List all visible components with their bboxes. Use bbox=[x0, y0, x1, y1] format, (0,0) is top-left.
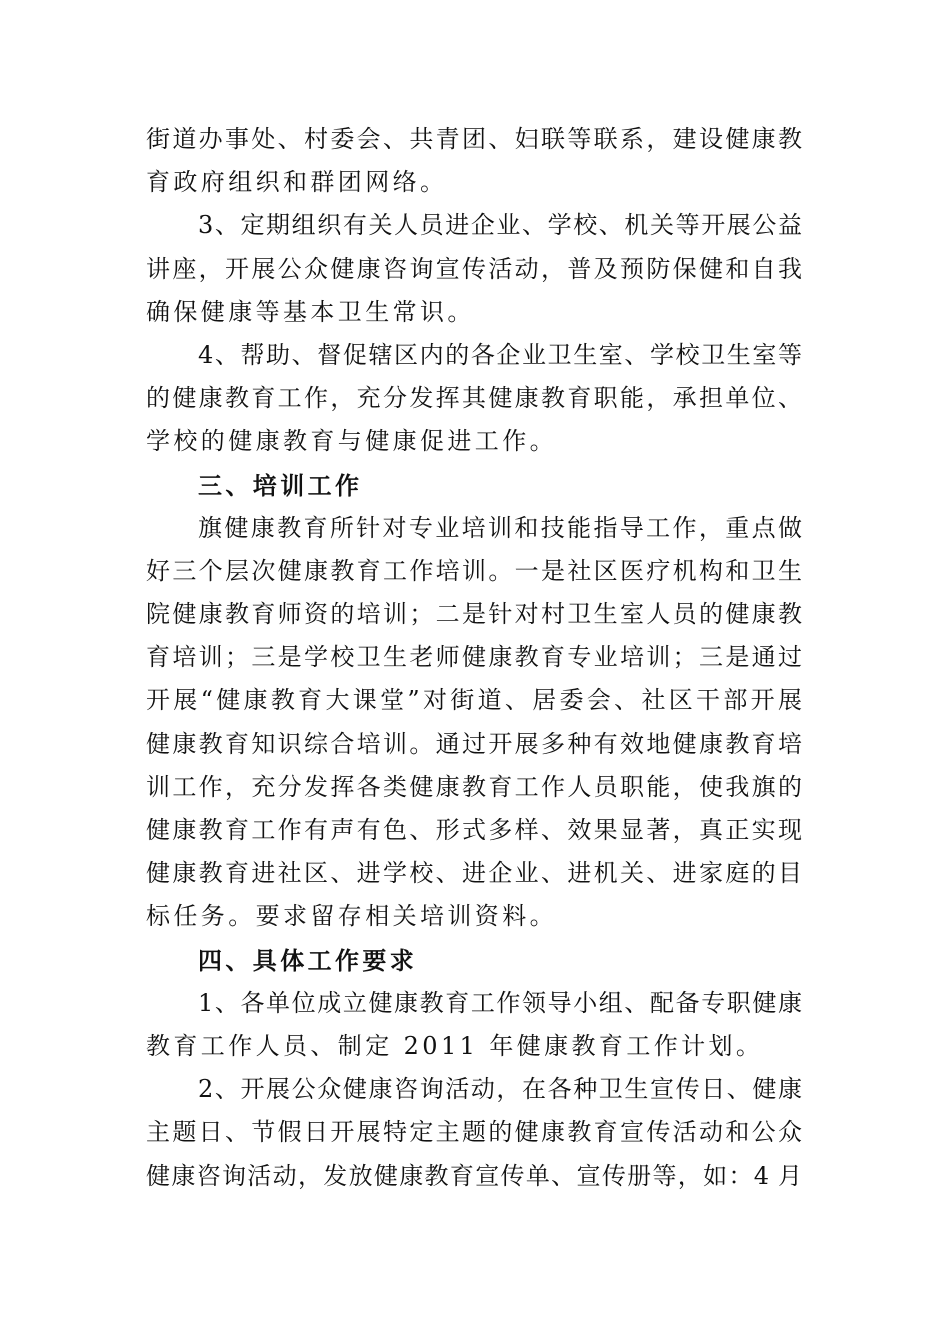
text-line: 旗健康教育所针对专业培训和技能指导工作，重点做 bbox=[198, 513, 802, 542]
text-line: 标任务。要求留存相关培训资料。 bbox=[146, 902, 557, 931]
text-line: 主题日、节假日开展特定主题的健康教育宣传活动和公众 bbox=[146, 1118, 802, 1147]
section-heading: 四、具体工作要求 bbox=[198, 945, 418, 975]
text-line: 确保健康等基本卫生常识。 bbox=[146, 297, 475, 326]
text-line: 开展“健康教育大课堂”对街道、居委会、社区干部开展 bbox=[146, 686, 802, 715]
text-line: 训工作，充分发挥各类健康教育工作人员职能，使我旗的 bbox=[146, 772, 802, 801]
text-line: 学校的健康教育与健康促进工作。 bbox=[146, 427, 557, 456]
text-line: 健康教育知识综合培训。通过开展多种有效地健康教育培 bbox=[146, 729, 802, 758]
text-line: 健康咨询活动，发放健康教育宣传单、宣传册等，如：4 月 bbox=[146, 1161, 802, 1190]
text-line: 的健康教育工作，充分发挥其健康教育职能，承担单位、 bbox=[146, 384, 802, 413]
document-body bbox=[146, 118, 802, 1198]
text-line: 讲座，开展公众健康咨询宣传活动，普及预防保健和自我 bbox=[146, 254, 802, 283]
text-line: 教育工作人员、制定 2011 年健康教育工作计划。 bbox=[146, 1031, 764, 1060]
section-heading: 三、培训工作 bbox=[198, 470, 363, 500]
text-line: 健康教育进社区、进学校、进企业、进机关、进家庭的目 bbox=[146, 859, 802, 888]
text-line: 好三个层次健康教育工作培训。一是社区医疗机构和卫生 bbox=[146, 556, 802, 585]
text-line: 街道办事处、村委会、共青团、妇联等联系，建设健康教 bbox=[146, 125, 802, 153]
text-line: 1、各单位成立健康教育工作领导小组、配备专职健康 bbox=[198, 988, 802, 1017]
text-line: 育培训；三是学校卫生老师健康教育专业培训；三是通过 bbox=[146, 643, 802, 672]
text-line: 育政府组织和群团网络。 bbox=[146, 168, 448, 197]
text-line: 2、开展公众健康咨询活动，在各种卫生宣传日、健康 bbox=[198, 1075, 802, 1104]
text-line: 3、定期组织有关人员进企业、学校、机关等开展公益 bbox=[198, 211, 802, 240]
text-line: 健康教育工作有声有色、形式多样、效果显著，真正实现 bbox=[146, 816, 802, 844]
text-line: 4、帮助、督促辖区内的各企业卫生室、学校卫生室等 bbox=[198, 340, 802, 369]
text-line: 院健康教育师资的培训；二是针对村卫生室人员的健康教 bbox=[146, 600, 802, 629]
